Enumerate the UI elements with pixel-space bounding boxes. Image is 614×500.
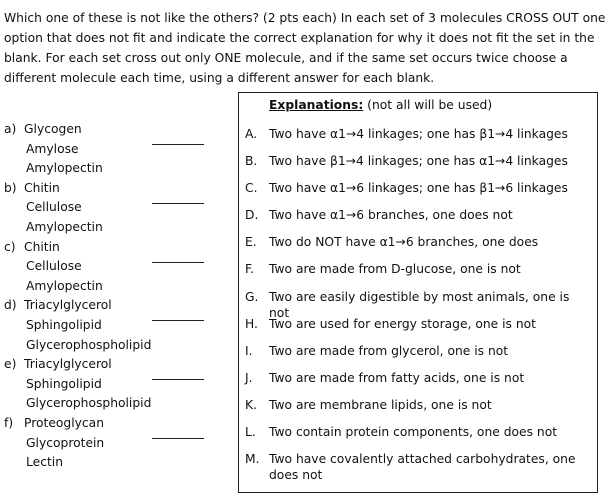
explanation-text: Two contain protein components, one does not: [269, 425, 558, 439]
explanation-key: B.: [245, 154, 258, 168]
explanation-text: Two are membrane lipids, one is not: [269, 398, 492, 412]
explanation-key: G.: [245, 290, 259, 304]
molecule[interactable]: Glycogen: [24, 122, 82, 136]
set-letter: b): [4, 180, 17, 195]
molecule[interactable]: Cellulose: [26, 259, 82, 274]
explanation-text: Two have α1→6 branches, one does not: [269, 208, 513, 222]
explanation-item: [245, 207, 595, 223]
set-b: [4, 179, 224, 238]
explanation-text: Two are made from D-glucose, one is not: [269, 262, 521, 276]
explanation-key: L.: [245, 425, 256, 439]
molecule[interactable]: Proteoglycan: [24, 415, 105, 430]
molecule[interactable]: Sphingolipid: [26, 376, 102, 391]
explanation-text: Two are used for energy storage, one is not: [269, 317, 537, 331]
set-c: [4, 238, 224, 297]
explanation-key: F.: [245, 262, 255, 276]
set-f: [4, 414, 224, 473]
explanation-item: [245, 397, 595, 413]
molecule[interactable]: Chitin: [24, 239, 60, 254]
molecule[interactable]: Amylose: [26, 141, 79, 156]
set-letter: e): [4, 357, 17, 372]
answer-blank[interactable]: [152, 262, 204, 263]
explanation-key: M.: [245, 452, 260, 466]
set-letter: f): [4, 415, 14, 430]
explanation-text: Two have α1→4 linkages; one has β1→4 linkages: [269, 127, 568, 141]
molecule[interactable]: Amylopectin: [26, 161, 103, 176]
explanations-subtitle: (not all will be used): [367, 98, 493, 112]
set-letter: c): [4, 239, 16, 254]
molecule[interactable]: Amylopectin: [26, 219, 103, 234]
explanation-key: I.: [245, 344, 253, 358]
molecule[interactable]: Triacylglycerol: [24, 298, 112, 313]
answer-blank[interactable]: [152, 379, 204, 380]
explanation-item: [245, 451, 595, 483]
molecule[interactable]: Triacylglycerol: [24, 357, 112, 372]
explanation-text: Two have covalently attached carbohydrates, one does not: [269, 452, 576, 482]
molecule[interactable]: Glycerophospholipid: [26, 337, 152, 352]
explanations-title: Explanations:: [269, 98, 364, 112]
explanation-text: Two are easily digestible by most animals, one is not: [269, 290, 570, 320]
explanation-text: Two have α1→6 linkages; one has β1→6 linkages: [269, 181, 568, 195]
explanation-item: [245, 234, 595, 250]
set-d: [4, 296, 224, 355]
set-a: [4, 120, 224, 179]
answer-blank[interactable]: [152, 320, 204, 321]
molecule[interactable]: Chitin: [24, 180, 60, 195]
molecule-sets: [4, 120, 224, 473]
explanation-text: Two are made from fatty acids, one is not: [269, 371, 525, 385]
molecule[interactable]: Cellulose: [26, 200, 82, 215]
molecule[interactable]: Sphingolipid: [26, 317, 102, 332]
set-letter: d): [4, 298, 17, 313]
explanation-text: Two have β1→4 linkages; one has α1→4 linkages: [269, 154, 568, 168]
set-letter: a): [4, 122, 17, 136]
explanation-key: A.: [245, 127, 258, 141]
explanation-item: [245, 126, 595, 142]
answer-blank[interactable]: [152, 144, 204, 145]
answer-blank[interactable]: [152, 438, 204, 439]
explanation-text: Two do NOT have α1→6 branches, one does: [269, 235, 539, 249]
explanation-item: [245, 370, 595, 386]
set-e: [4, 355, 224, 414]
explanation-key: H.: [245, 317, 258, 331]
molecule[interactable]: Amylopectin: [26, 278, 103, 293]
explanation-key: E.: [245, 235, 257, 249]
explanations-heading: [269, 95, 492, 115]
explanations-box: [238, 92, 598, 493]
explanation-key: C.: [245, 181, 258, 195]
explanation-key: K.: [245, 398, 257, 412]
explanation-item: [245, 316, 595, 332]
explanation-key: J.: [245, 371, 253, 385]
molecule[interactable]: Glycoprotein: [26, 435, 105, 450]
explanation-text: Two are made from glycerol, one is not: [269, 344, 509, 358]
explanation-item: [245, 424, 595, 440]
explanation-item: [245, 180, 595, 196]
molecule[interactable]: Glycerophospholipid: [26, 396, 152, 411]
explanation-item: [245, 261, 595, 277]
explanation-item: [245, 153, 595, 169]
answer-blank[interactable]: [152, 203, 204, 204]
explanation-key: D.: [245, 208, 259, 222]
question-text: Which one of these is not like the others? (2 pts each) In each set of 3 molecules CROSS OUT one option that does not fit and indicate the correct explanation for why it does not fit the set in the blank. For each set cross out only ONE molecule, and if the same set occurs twice choose a different molecule each time, using a different answer for each blank.: [4, 11, 606, 85]
molecule[interactable]: Lectin: [26, 455, 63, 470]
explanation-item: [245, 343, 595, 359]
